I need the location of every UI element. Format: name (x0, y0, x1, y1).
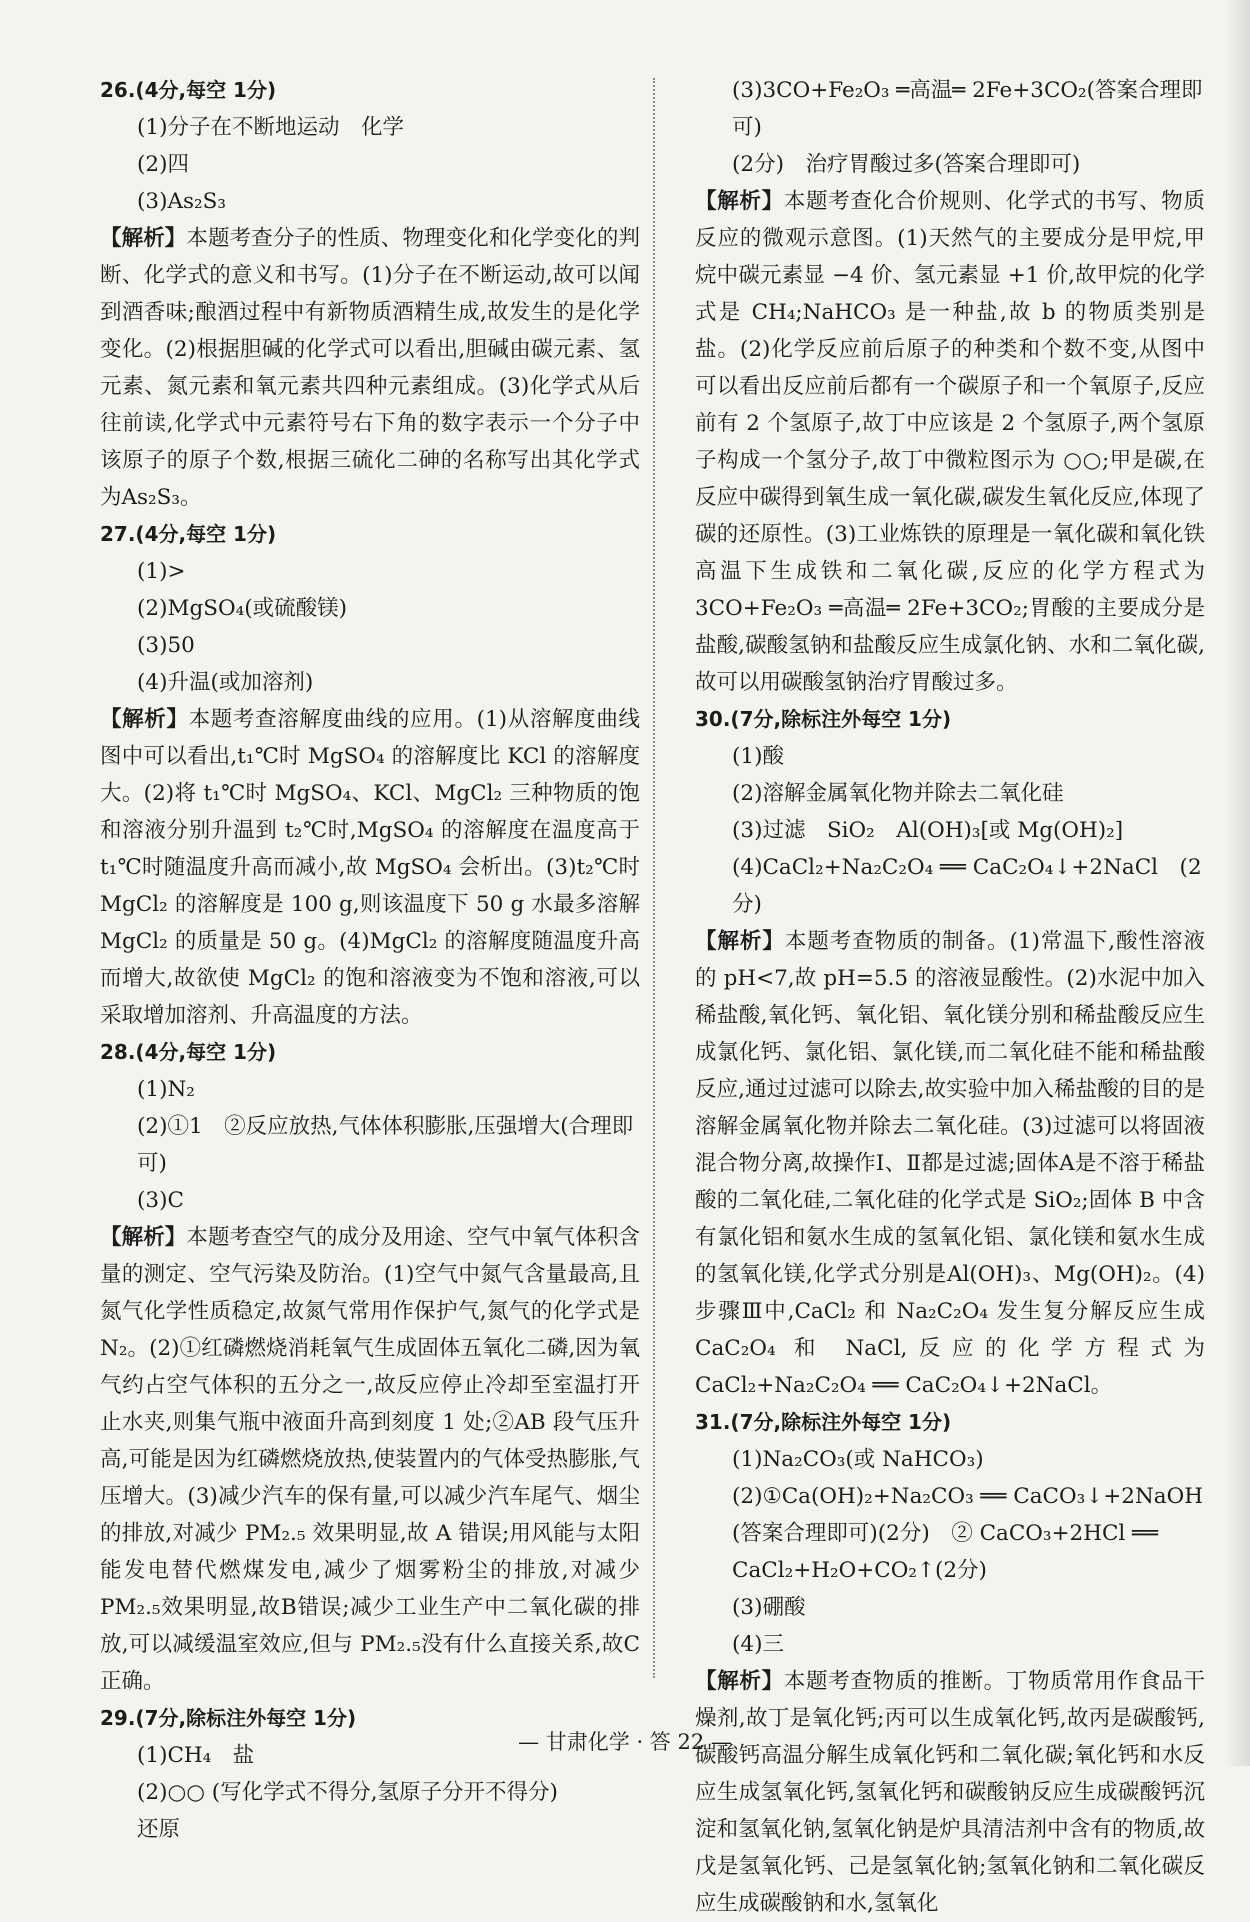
q26-jx (100, 220, 640, 516)
q26-head-text: 26.(4分,每空 1分) (100, 78, 277, 102)
q31-2-text: (2)①Ca(OH)₂+Na₂CO₃ ══ CaCO₃↓+2NaOH (答案合理即可)(2分) ② CaCO₃+2HCl ══ CaCl₂+H₂O+CO₂↑(2分) (732, 1484, 1203, 1583)
q30-head (695, 701, 1205, 738)
q31-3 (695, 1589, 1205, 1626)
left-column (100, 72, 640, 1848)
q27-3-text: (3)50 (137, 633, 195, 658)
q31-jx-text: 本题考查物质的推断。丁物质常用作食品干燥剂,故丁是氧化钙;丙可以生成氧化钙,故丙是碳酸钙,碳酸钙高温分解生成氧化钙和二氧化碳;氧化钙和水反应生成氢氧化钙,氢氧化钙和碳酸钠反应生成碳酸钙沉淀和氢氧化钠,氢氧化钠是炉具清洁剂中含有的物质,故戊是氢氧化钙、己是氢氧化钠;氢氧化钠和二氧化碳反应生成碳酸钠和水,氢氧化 (695, 1669, 1205, 1916)
q31-1 (695, 1441, 1205, 1478)
page-edge-shadow (1224, 0, 1250, 1766)
q29-head-text: 29.(7分,除标注外每空 1分) (100, 1706, 357, 1730)
q27-1 (100, 553, 640, 590)
q29-4 (695, 72, 1205, 146)
q28-head (100, 1034, 640, 1071)
q27-2-text: (2)MgSO₄(或硫酸镁) (137, 596, 347, 621)
q26-2-text: (2)四 (137, 152, 189, 177)
q30-2-text: (2)溶解金属氧化物并除去二氧化硅 (732, 781, 1064, 806)
q29-1-text: (1)CH₄ 盐 (137, 1743, 255, 1768)
q28-1 (100, 1071, 640, 1108)
analysis-label: 【解析】 (695, 929, 785, 954)
q29-3 (100, 1811, 640, 1848)
q28-jx (100, 1219, 640, 1700)
q30-1 (695, 738, 1205, 775)
q30-2 (695, 775, 1205, 812)
q26-jx-text: 本题考查分子的性质、物理变化和化学变化的判断、化学式的意义和书写。(1)分子在不断运动,故可以闻到酒香味;酿酒过程中有新物质酒精生成,故发生的是化学变化。(2)根据胆碱的化学式可以看出,胆碱由碳元素、氢元素、氮元素和氧元素共四种元素组成。(3)化学式从后往前读,化学式中元素符号右下角的数字表示一个分子中该原子的原子个数,根据三硫化二砷的名称写出其化学式为As₂S₃。 (100, 226, 640, 510)
q26-3 (100, 183, 640, 220)
q31-2 (695, 1478, 1205, 1589)
q27-jx-text: 本题考查溶解度曲线的应用。(1)从溶解度曲线图中可以看出,t₁℃时 MgSO₄ 的溶解度比 KCl 的溶解度大。(2)将 t₁℃时 MgSO₄、KCl、MgCl₂ 三种物质的饱和溶液分别升温到 t₂℃时,MgSO₄ 的溶解度在温度高于 t₁℃时随温度升高而减小,故 MgSO₄ 会析出。(3)t₂℃时 MgCl₂ 的溶解度是 100 g,则该温度下 50 g 水最多溶解 MgCl₂ 的质量是 50 g。(4)MgCl₂ 的溶解度随温度升高而增大,故欲使 MgCl₂ 的饱和溶液变为不饱和溶液,可以采取增加溶剂、升高温度的方法。 (100, 707, 640, 1028)
q27-4 (100, 664, 640, 701)
q30-jx-text: 本题考查物质的制备。(1)常温下,酸性溶液的 pH<7,故 pH=5.5 的溶液显酸性。(2)水泥中加入稀盐酸,氧化钙、氧化铝、氧化镁分别和稀盐酸反应生成氯化钙、氯化铝、氯化镁,而二氧化硅不能和稀盐酸反应,通过过滤可以除去,故实验中加入稀盐酸的目的是溶解金属氧化物并除去二氧化硅。(3)过滤可以将固液混合物分离,故操作Ⅰ、Ⅱ都是过滤;固体A是不溶于稀盐酸的二氧化硅,二氧化硅的化学式是 SiO₂;固体 B 中含有氯化铝和氨水生成的氢氧化铝、氯化镁和氨水生成的氢氧化镁,化学式分别是Al(OH)₃、Mg(OH)₂。(4)步骤Ⅲ中,CaCl₂ 和 Na₂C₂O₄ 发生复分解反应生成 CaC₂O₄ 和 NaCl,反应的化学方程式为 CaCl₂+Na₂C₂O₄ ══ CaC₂O₄↓+2NaCl。 (695, 929, 1205, 1398)
q28-2 (100, 1108, 640, 1182)
q30-jx (695, 923, 1205, 1404)
q27-jx (100, 701, 640, 1034)
q26-head (100, 72, 640, 109)
q26-1-text: (1)分子在不断地运动 化学 (137, 115, 404, 140)
right-column (695, 72, 1205, 1922)
q31-4-text: (4)三 (732, 1632, 784, 1657)
q30-1-text: (1)酸 (732, 744, 784, 769)
q28-jx-text: 本题考查空气的成分及用途、空气中氧气体积含量的测定、空气污染及防治。(1)空气中氮气含量最高,且氮气化学性质稳定,故氮气常用作保护气,氮气的化学式是 N₂。(2)①红磷燃烧消耗氧气生成固体五氧化二磷,因为氧气约占空气体积的五分之一,故反应停止冷却至室温打开止水夹,则集气瓶中液面升高到刻度 1 处;②AB 段气压升高,可能是因为红磷燃烧放热,使装置内的气体受热膨胀,气压增大。(3)减少汽车的保有量,可以减少汽车尾气、烟尘的排放,对减少 PM₂.₅ 效果明显,故 A 错误;用风能与太阳能发电替代燃煤发电,减少了烟雾粉尘的排放,对减少PM₂.₅效果明显,故B错误;减少工业生产中二氧化碳的排放,可以减缓温室效应,但与 PM₂.₅没有什么直接关系,故C正确。 (100, 1225, 640, 1694)
q27-head (100, 516, 640, 553)
q29-2-text: (2)○○ (写化学式不得分,氢原子分开不得分) (137, 1780, 558, 1805)
analysis-label: 【解析】 (100, 1225, 187, 1250)
q28-head-text: 28.(4分,每空 1分) (100, 1040, 277, 1064)
q30-4-text: (4)CaCl₂+Na₂C₂O₄ ══ CaC₂O₄↓+2NaCl (2分) (732, 855, 1202, 917)
q31-jx (695, 1663, 1205, 1922)
q31-4 (695, 1626, 1205, 1663)
q27-2 (100, 590, 640, 627)
q30-head-text: 30.(7分,除标注外每空 1分) (695, 707, 952, 731)
q29-2 (100, 1774, 640, 1811)
q31-head-text: 31.(7分,除标注外每空 1分) (695, 1410, 952, 1434)
q31-1-text: (1)Na₂CO₃(或 NaHCO₃) (732, 1447, 984, 1472)
q28-2-text: (2)①1 ②反应放热,气体体积膨胀,压强增大(合理即可) (137, 1114, 634, 1176)
q27-head-text: 27.(4分,每空 1分) (100, 522, 277, 546)
q30-3 (695, 812, 1205, 849)
q29-5 (695, 146, 1205, 183)
q28-1-text: (1)N₂ (137, 1077, 195, 1102)
q29-4-text: (3)3CO+Fe₂O₃ ═高温═ 2Fe+3CO₂(答案合理即可) (732, 78, 1203, 140)
q26-3-text: (3)As₂S₃ (137, 189, 226, 214)
q29-5-text: (2分) 治疗胃酸过多(答案合理即可) (732, 152, 1081, 177)
q26-2 (100, 146, 640, 183)
analysis-label: 【解析】 (695, 189, 784, 214)
q28-3-text: (3)C (137, 1188, 184, 1213)
q29-3-text: 还原 (137, 1817, 181, 1842)
q29-jx (695, 183, 1205, 701)
q30-4 (695, 849, 1205, 923)
q30-3-text: (3)过滤 SiO₂ Al(OH)₃[或 Mg(OH)₂] (732, 818, 1124, 843)
analysis-label: 【解析】 (100, 707, 189, 732)
q27-1-text: (1)> (137, 559, 186, 584)
q31-head (695, 1404, 1205, 1441)
q28-3 (100, 1182, 640, 1219)
analysis-label: 【解析】 (695, 1669, 784, 1694)
page-footer: — 甘肃化学 · 答 22 — (518, 1730, 732, 1754)
q31-3-text: (3)硼酸 (732, 1595, 806, 1620)
q29-jx-text: 本题考查化合价规则、化学式的书写、物质反应的微观示意图。(1)天然气的主要成分是甲烷,甲烷中碳元素显 −4 价、氢元素显 +1 价,故甲烷的化学式是 CH₄;NaHCO₃ 是一种盐,故 b 的物质类别是盐。(2)化学反应前后原子的种类和个数不变,从图中可以看出反应前后都有一个碳原子和一个氧原子,反应前有 2 个氢原子,故丁中应该是 2 个氢原子,两个氢原子构成一个氢分子,故丁中微粒图示为 ○○;甲是碳,在反应中碳得到氧生成一氧化碳,碳发生氧化反应,体现了碳的还原性。(3)工业炼铁的原理是一氧化碳和氧化铁高温下生成铁和二氧化碳,反应的化学方程式为 3CO+Fe₂O₃ ═高温═ 2Fe+3CO₂;胃酸的主要成分是盐酸,碳酸氢钠和盐酸反应生成氯化钠、水和二氧化碳,故可以用碳酸氢钠治疗胃酸过多。 (695, 189, 1205, 695)
q27-3 (100, 627, 640, 664)
analysis-label: 【解析】 (100, 226, 187, 251)
q26-1 (100, 109, 640, 146)
column-divider (653, 78, 655, 1678)
q27-4-text: (4)升温(或加溶剂) (137, 670, 314, 695)
